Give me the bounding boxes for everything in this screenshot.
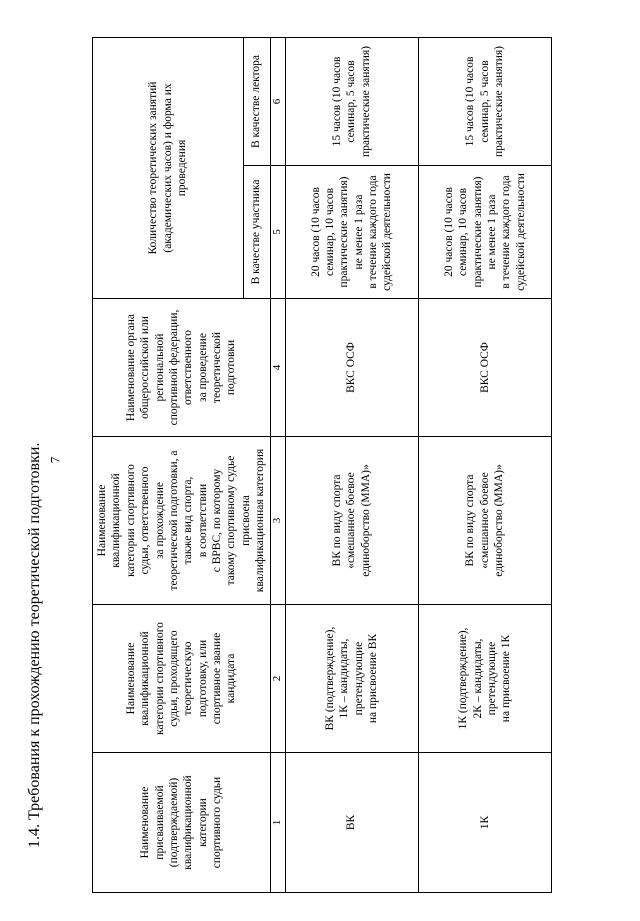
header-lessons-count: Количество теоретических занятий (академических часов) и форма их проведения — [93, 37, 244, 298]
cell-organ: ВКС ОСФ — [285, 299, 418, 437]
cell-category: 1К — [418, 753, 551, 893]
cell-lecturer-hours: 15 часов (10 часов семинар, 5 часов практические занятия) — [418, 37, 551, 165]
column-numbers-row — [270, 37, 285, 892]
cell-organ: ВКС ОСФ — [418, 299, 551, 437]
column-number: 2 — [270, 605, 285, 753]
column-number: 1 — [270, 753, 285, 893]
header-assigned-category: Наименование присваиваемой (подтверждаемой) квалификационной категории спортивного судьи — [93, 753, 271, 893]
table-row — [418, 37, 551, 892]
section-heading: 1.4. Требования к прохождению теоретической подготовки. — [26, 442, 43, 848]
header-as-lecturer: В качестве лектора — [243, 37, 270, 165]
column-number: 3 — [270, 437, 285, 605]
cell-participant-hours: 20 часов (10 часов семинар, 10 часов практические занятия) не менее 1 раза в течение каждого года судейской деятельности — [418, 166, 551, 299]
header-federation-organ: Наименование органа общероссийской или региональной спортивной федерации, ответственного за проведение теоретической подготовки — [93, 299, 271, 437]
cell-responsible: ВК по виду спорта «смешанное боевое единоборство (ММА)» — [418, 437, 551, 605]
header-responsible-category: Наименование квалификационной категории спортивного судьи, ответственного за прохождение теоретической подготовки, а также вид спорта, в соответствии с ВРВС, по которому такому спортивному судье присвоена квалификационная категория — [93, 437, 271, 605]
table-row — [285, 37, 418, 892]
cell-participant-hours: 20 часов (10 часов семинар, 10 часов практические занятия) не менее 1 раза в течение каждого года судейской деятельности — [285, 166, 418, 299]
requirements-table — [92, 37, 552, 893]
header-candidate-category: Наименование квалификационной категории спортивного судьи, проходящего теоретическую подготовку, или спортивное звание кандидата — [93, 605, 271, 753]
cell-lecturer-hours: 15 часов (10 часов семинар, 5 часов практические занятия) — [285, 37, 418, 165]
column-number: 4 — [270, 299, 285, 437]
header-as-participant: В качестве участника — [243, 166, 270, 299]
requirements-table-wrapper — [92, 38, 552, 893]
cell-candidate: 1К (подтверждение), 2К – кандидаты, претендующие на присвоение 1К — [418, 605, 551, 753]
cell-responsible: ВК по виду спорта «смешанное боевое единоборство (ММА)» — [285, 437, 418, 605]
column-number: 6 — [270, 37, 285, 165]
cell-category: ВК — [285, 753, 418, 893]
column-number: 5 — [270, 166, 285, 299]
cell-candidate: ВК (подтверждение), 1К – кандидаты, претендующие на присвоение ВК — [285, 605, 418, 753]
page-number: 7 — [47, 456, 63, 464]
